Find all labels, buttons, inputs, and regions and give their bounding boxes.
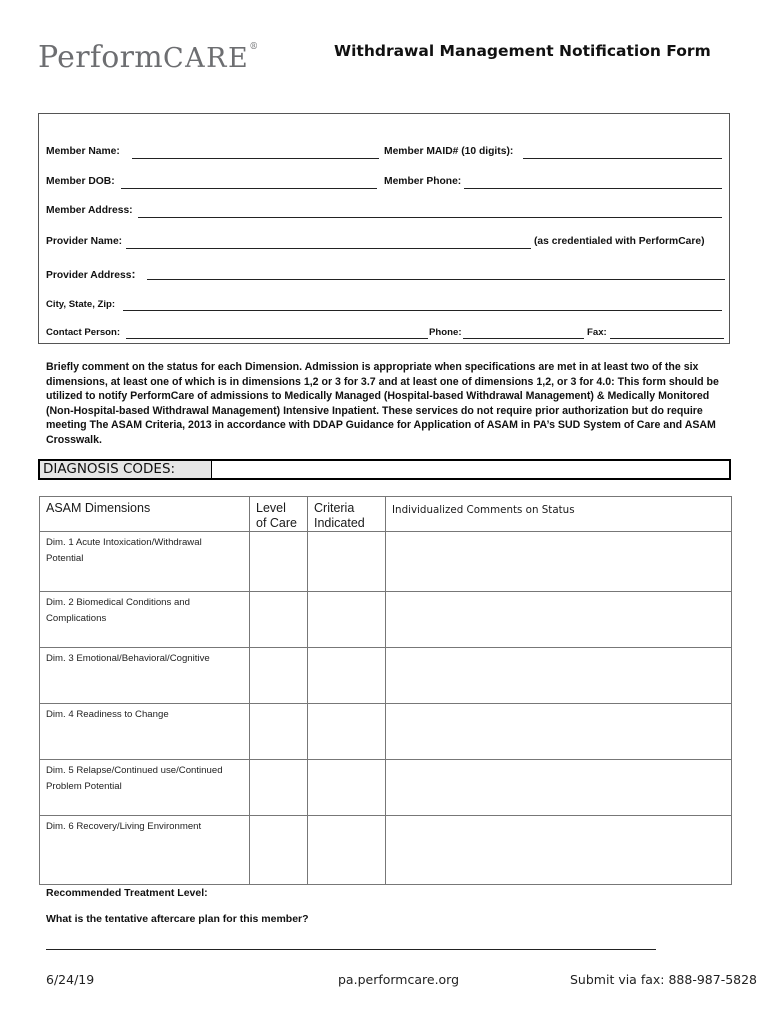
provider-address-label: Provider Address:	[46, 267, 136, 281]
table-row	[40, 532, 732, 592]
dimension-label: Dim. 4 Readiness to Change	[40, 704, 250, 760]
table-header-row	[40, 497, 732, 532]
city-state-zip-field[interactable]	[123, 310, 722, 311]
provider-address-field[interactable]	[147, 279, 725, 280]
member-dob-field[interactable]	[121, 188, 377, 189]
provider-name-field[interactable]	[126, 248, 531, 249]
criteria-indicated-header: Criteria Indicated	[308, 497, 386, 532]
diagnosis-codes-input[interactable]	[215, 461, 729, 478]
footer-date: 6/24/19	[46, 972, 95, 987]
criteria-indicated-cell[interactable]	[308, 648, 386, 704]
member-info-box	[38, 113, 730, 344]
asam-dimensions-table	[39, 496, 732, 885]
comments-cell[interactable]	[386, 760, 732, 816]
fax-label: Fax:	[587, 327, 607, 338]
table-row	[40, 648, 732, 704]
asam-dimensions-header: ASAM Dimensions	[40, 497, 250, 532]
member-name-field[interactable]	[132, 158, 379, 159]
level-of-care-header: Level of Care	[250, 497, 308, 532]
dimension-label: Dim. 1 Acute Intoxication/Withdrawal Potential	[40, 532, 250, 592]
dimension-label: Dim. 2 Biomedical Conditions and Complications	[40, 592, 250, 648]
aftercare-plan-field[interactable]	[46, 949, 656, 950]
instructions-paragraph: Briefly comment on the status for each Dimension. Admission is appropriate when specifications are met in at least two of the six dimensions, at least one of which is in dimensions 1,2 or 3 for 3.7 and at least one of dimensions 1,2, or 3 for 4.0: This form should be utilized to notify PerformCare of admissions to Medically Managed (Hospital-based Withdrawal Management) & Medically Monitored (Non-Hospital-based Withdrawal Management) Intensive Inpatient. These services do not require prior authorization but do require meeting The ASAM Criteria, 2013 in accordance with DDAP Guidance for Application of ASAM in PA’s SUD System of Care and ASAM Crosswalk.	[46, 361, 719, 446]
level-of-care-cell[interactable]	[250, 760, 308, 816]
level-of-care-cell[interactable]	[250, 648, 308, 704]
contact-person-label: Contact Person:	[46, 327, 121, 338]
contact-person-field[interactable]	[126, 338, 428, 339]
table-row	[40, 816, 732, 885]
member-maid-label: Member MAID# (10 digits):	[384, 146, 514, 157]
footer-website: pa.performcare.org	[338, 972, 460, 987]
member-dob-label: Member DOB:	[46, 176, 115, 187]
credential-note: (as credentialed with PerformCare)	[534, 236, 705, 247]
member-name-label: Member Name:	[46, 146, 120, 157]
level-of-care-cell[interactable]	[250, 816, 308, 885]
criteria-indicated-cell[interactable]	[308, 592, 386, 648]
member-maid-field[interactable]	[523, 158, 722, 159]
diagnosis-codes-label: DIAGNOSIS CODES:	[40, 461, 212, 478]
comments-cell[interactable]	[386, 648, 732, 704]
phone-label: Phone:	[429, 327, 462, 338]
dimension-label: Dim. 3 Emotional/Behavioral/Cognitive	[40, 648, 250, 704]
phone-field[interactable]	[463, 338, 584, 339]
diagnosis-codes-box	[38, 459, 731, 480]
fax-field[interactable]	[610, 338, 724, 339]
comments-cell[interactable]	[386, 592, 732, 648]
dimension-label: Dim. 5 Relapse/Continued use/Continued Problem Potential	[40, 760, 250, 816]
level-of-care-cell[interactable]	[250, 704, 308, 760]
aftercare-plan-label: What is the tentative aftercare plan for this member?	[46, 913, 309, 925]
comments-cell[interactable]	[386, 816, 732, 885]
table-row	[40, 592, 732, 648]
level-of-care-cell[interactable]	[250, 532, 308, 592]
level-of-care-cell[interactable]	[250, 592, 308, 648]
member-phone-label: Member Phone:	[384, 176, 462, 187]
recommended-treatment-label: Recommended Treatment Level:	[46, 887, 208, 899]
logo-care-text: CARE	[163, 43, 250, 74]
logo-perform-text: Perform	[38, 40, 163, 75]
member-address-field[interactable]	[138, 217, 722, 218]
city-state-zip-label: City, State, Zip:	[46, 299, 116, 310]
criteria-indicated-cell[interactable]	[308, 704, 386, 760]
table-row	[40, 760, 732, 816]
comments-header: Individualized Comments on Status	[386, 497, 732, 532]
dimension-label: Dim. 6 Recovery/Living Environment	[40, 816, 250, 885]
footer-fax: Submit via fax: 888-987-5828	[570, 972, 758, 987]
criteria-indicated-cell[interactable]	[308, 760, 386, 816]
registered-mark: ®	[249, 42, 259, 52]
comments-cell[interactable]	[386, 704, 732, 760]
criteria-indicated-cell[interactable]	[308, 816, 386, 885]
comments-cell[interactable]	[386, 532, 732, 592]
provider-name-label: Provider Name:	[46, 236, 123, 247]
criteria-indicated-cell[interactable]	[308, 532, 386, 592]
performcare-logo	[38, 40, 259, 75]
member-address-label: Member Address:	[46, 205, 133, 216]
table-row	[40, 704, 732, 760]
form-title: Withdrawal Management Notification Form	[334, 42, 711, 60]
member-phone-field[interactable]	[464, 188, 722, 189]
